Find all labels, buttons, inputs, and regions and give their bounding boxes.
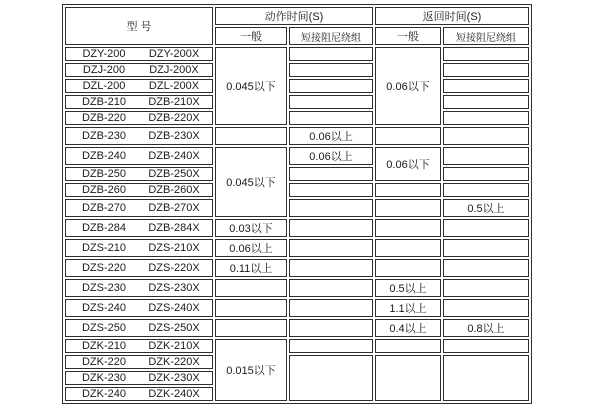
model-cell bbox=[65, 387, 213, 401]
table-row bbox=[65, 199, 529, 217]
model-pair bbox=[66, 184, 212, 196]
spec-table-body bbox=[65, 47, 529, 401]
model-name: DZS-250X bbox=[148, 322, 200, 334]
model-cell bbox=[65, 219, 213, 237]
act_damping-cell bbox=[289, 259, 373, 277]
act_damping-cell bbox=[289, 167, 373, 181]
ret_damping-cell bbox=[443, 63, 529, 77]
model-name: DZK-210 bbox=[81, 340, 127, 352]
ret_general-cell bbox=[375, 259, 441, 277]
model-name: DZS-240X bbox=[148, 302, 200, 314]
model-name: DZB-230 bbox=[81, 130, 127, 142]
model-name: DZS-210 bbox=[81, 242, 127, 254]
spec-table-container bbox=[62, 4, 532, 404]
model-name: DZK-240 bbox=[81, 388, 127, 400]
ret_damping-cell bbox=[443, 239, 529, 257]
model-pair bbox=[66, 112, 212, 124]
model-name: DZS-250 bbox=[81, 322, 127, 334]
act_general-cell bbox=[215, 319, 287, 337]
table-row bbox=[65, 339, 529, 353]
ret_damping-cell bbox=[443, 127, 529, 145]
ret_damping-cell bbox=[443, 299, 529, 317]
table-row bbox=[65, 319, 529, 337]
ret_general-cell: 0.06以下 bbox=[375, 47, 441, 125]
table-row bbox=[65, 111, 529, 125]
model-name: DZJ-200 bbox=[82, 64, 126, 76]
ret_general-cell bbox=[375, 183, 441, 197]
model-pair bbox=[66, 322, 212, 334]
act_damping-cell bbox=[289, 319, 373, 337]
ret_damping-cell bbox=[443, 219, 529, 237]
model-name: DZB-240 bbox=[81, 150, 127, 162]
ret_damping-cell bbox=[443, 147, 529, 165]
model-pair bbox=[66, 150, 212, 162]
ret_general-cell: 0.5以上 bbox=[375, 279, 441, 297]
model-name: DZB-250X bbox=[148, 168, 200, 180]
model-name: DZL-200 bbox=[82, 80, 126, 92]
model-pair bbox=[66, 202, 212, 214]
model-cell bbox=[65, 299, 213, 317]
model-name: DZK-240X bbox=[148, 388, 200, 400]
model-name: DZK-210X bbox=[148, 340, 200, 352]
model-name: DZB-230X bbox=[148, 130, 200, 142]
ret_damping-cell bbox=[443, 47, 529, 61]
act_general-cell: 0.045以下 bbox=[215, 147, 287, 217]
model-cell bbox=[65, 319, 213, 337]
model-name: DZK-230X bbox=[148, 372, 200, 384]
model-cell bbox=[65, 95, 213, 109]
header-return-time: 返回时间(S) bbox=[375, 7, 529, 25]
table-header bbox=[65, 7, 529, 45]
ret_damping-cell bbox=[443, 339, 529, 353]
table-row bbox=[65, 219, 529, 237]
model-name: DZB-270X bbox=[148, 202, 200, 214]
model-cell bbox=[65, 147, 213, 165]
model-pair bbox=[66, 96, 212, 108]
act_damping-cell bbox=[289, 355, 373, 401]
model-name: DZY-200 bbox=[82, 48, 126, 60]
table-row bbox=[65, 127, 529, 145]
model-cell bbox=[65, 47, 213, 61]
table-row bbox=[65, 47, 529, 61]
act_damping-cell bbox=[289, 95, 373, 109]
model-pair bbox=[66, 372, 212, 384]
header-model: 型 号 bbox=[65, 7, 213, 45]
model-cell bbox=[65, 167, 213, 181]
act_damping-cell bbox=[289, 279, 373, 297]
model-cell bbox=[65, 111, 213, 125]
model-name: DZB-240X bbox=[148, 150, 200, 162]
model-name: DZS-220X bbox=[148, 262, 200, 274]
ret_general-cell bbox=[375, 239, 441, 257]
act_damping-cell bbox=[289, 47, 373, 61]
ret_general-cell: 1.1以上 bbox=[375, 299, 441, 317]
act_damping-cell: 0.06以上 bbox=[289, 147, 373, 165]
table-row bbox=[65, 167, 529, 181]
model-cell bbox=[65, 199, 213, 217]
model-name: DZB-260 bbox=[81, 184, 127, 196]
ret_damping-cell bbox=[443, 95, 529, 109]
table-row bbox=[65, 355, 529, 369]
ret_damping-cell bbox=[443, 259, 529, 277]
ret_damping-cell: 0.8以上 bbox=[443, 319, 529, 337]
act_damping-cell: 0.06以上 bbox=[289, 127, 373, 145]
model-cell bbox=[65, 279, 213, 297]
model-pair bbox=[66, 282, 212, 294]
table-row bbox=[65, 79, 529, 93]
relay-spec-table bbox=[62, 4, 532, 404]
model-name: DZB-270 bbox=[81, 202, 127, 214]
model-cell bbox=[65, 259, 213, 277]
ret_damping-cell bbox=[443, 111, 529, 125]
table-row bbox=[65, 183, 529, 197]
model-name: DZS-230X bbox=[148, 282, 200, 294]
model-pair bbox=[66, 64, 212, 76]
model-name: DZK-220X bbox=[148, 356, 200, 368]
model-pair bbox=[66, 168, 212, 180]
model-pair bbox=[66, 242, 212, 254]
model-cell bbox=[65, 339, 213, 353]
model-name: DZS-210X bbox=[148, 242, 200, 254]
act_damping-cell bbox=[289, 79, 373, 93]
model-cell bbox=[65, 239, 213, 257]
model-pair bbox=[66, 388, 212, 400]
ret_general-cell bbox=[375, 339, 441, 353]
model-name: DZK-220 bbox=[81, 356, 127, 368]
act_damping-cell bbox=[289, 199, 373, 217]
model-name: DZB-220 bbox=[81, 112, 127, 124]
table-row bbox=[65, 147, 529, 165]
model-name: DZL-200X bbox=[148, 80, 200, 92]
ret_damping-cell: 0.5以上 bbox=[443, 199, 529, 217]
model-pair bbox=[66, 340, 212, 352]
header-action-time: 动作时间(S) bbox=[215, 7, 373, 25]
ret_general-cell bbox=[375, 127, 441, 145]
model-name: DZB-220X bbox=[148, 112, 200, 124]
act_damping-cell bbox=[289, 183, 373, 197]
model-cell bbox=[65, 355, 213, 369]
act_damping-cell bbox=[289, 299, 373, 317]
ret_general-cell: 0.4以上 bbox=[375, 319, 441, 337]
ret_general-cell: 0.06以下 bbox=[375, 147, 441, 181]
model-name: DZS-230 bbox=[81, 282, 127, 294]
model-cell bbox=[65, 63, 213, 77]
model-pair bbox=[66, 262, 212, 274]
ret_damping-cell bbox=[443, 167, 529, 181]
act_damping-cell bbox=[289, 111, 373, 125]
header-action-damping: 短接阻尼绕组 bbox=[289, 27, 373, 45]
table-row bbox=[65, 279, 529, 297]
model-name: DZB-250 bbox=[81, 168, 127, 180]
header-row-1 bbox=[65, 7, 529, 25]
act_damping-cell bbox=[289, 63, 373, 77]
act_damping-cell bbox=[289, 239, 373, 257]
table-row bbox=[65, 95, 529, 109]
model-pair bbox=[66, 356, 212, 368]
ret_damping-cell bbox=[443, 79, 529, 93]
act_damping-cell bbox=[289, 219, 373, 237]
model-name: DZJ-200X bbox=[149, 64, 199, 76]
model-pair bbox=[66, 130, 212, 142]
act_general-cell bbox=[215, 279, 287, 297]
model-cell bbox=[65, 183, 213, 197]
model-pair bbox=[66, 302, 212, 314]
ret_general-cell bbox=[375, 199, 441, 217]
ret_damping-cell bbox=[443, 183, 529, 197]
act_general-cell: 0.06以上 bbox=[215, 239, 287, 257]
ret_damping-cell bbox=[443, 355, 529, 401]
act_general-cell: 0.03以下 bbox=[215, 219, 287, 237]
table-row bbox=[65, 259, 529, 277]
model-pair bbox=[66, 80, 212, 92]
model-name: DZB-260X bbox=[148, 184, 200, 196]
model-name: DZS-220 bbox=[81, 262, 127, 274]
model-name: DZB-284X bbox=[148, 222, 200, 234]
act_damping-cell bbox=[289, 339, 373, 353]
model-pair bbox=[66, 48, 212, 60]
model-cell bbox=[65, 127, 213, 145]
act_general-cell: 0.11以上 bbox=[215, 259, 287, 277]
model-name: DZB-210X bbox=[148, 96, 200, 108]
model-cell bbox=[65, 79, 213, 93]
ret_general-cell bbox=[375, 219, 441, 237]
header-return-general: 一般 bbox=[375, 27, 441, 45]
ret_general-cell bbox=[375, 355, 441, 401]
table-row bbox=[65, 63, 529, 77]
act_general-cell: 0.015以下 bbox=[215, 339, 287, 401]
model-name: DZS-240 bbox=[81, 302, 127, 314]
header-action-general: 一般 bbox=[215, 27, 287, 45]
header-return-damping: 短接阻尼绕组 bbox=[443, 27, 529, 45]
table-row bbox=[65, 239, 529, 257]
act_general-cell bbox=[215, 127, 287, 145]
model-name: DZY-200X bbox=[148, 48, 200, 60]
model-name: DZB-210 bbox=[81, 96, 127, 108]
table-row bbox=[65, 299, 529, 317]
model-pair bbox=[66, 222, 212, 234]
ret_damping-cell bbox=[443, 279, 529, 297]
model-cell bbox=[65, 371, 213, 385]
act_general-cell bbox=[215, 299, 287, 317]
act_general-cell: 0.045以下 bbox=[215, 47, 287, 125]
model-name: DZB-284 bbox=[81, 222, 127, 234]
model-name: DZK-230 bbox=[81, 372, 127, 384]
